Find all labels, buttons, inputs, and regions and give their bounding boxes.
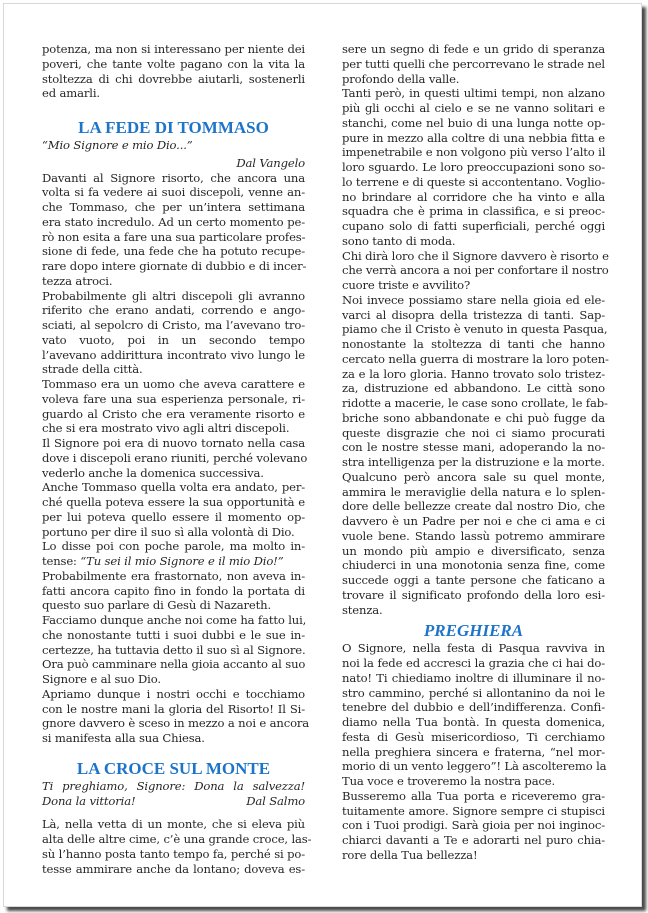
text-line: succede oggi a tante persone che faticano a [342, 573, 605, 587]
paragraph [42, 436, 308, 480]
text-line: varci al disopra della tristezza di tanti. Sap- [342, 307, 605, 322]
text-line: nato! Ti chiediamo inoltre di illuminare il no- [342, 670, 605, 685]
text-line: stanchi, come nel buio di una lunga notte op- [342, 115, 605, 130]
paragraph [42, 377, 305, 436]
text-line: l’avevano addirittura incontrato vivo lungo le [42, 347, 305, 362]
text-line: vuole bene. Stando lassù potremo ammirare [342, 528, 605, 543]
section-title-fede-di-tommaso: LA FEDE DI TOMMASO [78, 118, 269, 137]
epigraph-source: Dal Salmo [246, 793, 305, 808]
text-line: Davanti al Signore risorto, che ancora una [42, 170, 305, 185]
text-line: ed amarli. [42, 86, 100, 101]
text-line: Noi invece possiamo stare nella gioia ed ele- [342, 292, 605, 307]
text-line: davvero è un Padre per noi e che ci ama e ci [342, 514, 605, 528]
text-line: diamo nella Tua bontà. In questa domenica, [342, 715, 605, 729]
paragraph [42, 686, 310, 746]
text-line: ammira le meraviglie della natura e lo splen- [342, 484, 605, 499]
text-line: Tanti però, in questi ultimi tempi, non alzano [342, 86, 605, 101]
text-line: za, distruzione ed abbandono. Le città sono [342, 381, 605, 396]
text-line: noi la fede ed accresci la grazia che ci hai do- [342, 656, 605, 670]
text-line: potenza, ma non si interessano per niente dei [42, 42, 305, 56]
text-line: tenebre del dubbio e dell’indifferenza. Confi- [342, 700, 605, 715]
text-line: stoltezza di chi dovrebbe aiutarli, sostenerli [42, 71, 305, 86]
text-line: dore delle bellezze create dal nostro Dio, che [342, 499, 605, 514]
text-line: stro cammino, perché si allontanino da noi le [342, 685, 605, 700]
text-line: morio di un vento leggero”! Là ascolteremo la [342, 759, 607, 774]
paragraph [342, 248, 609, 293]
text-line: cercato nella guerra di mostrare la loro poten- [342, 351, 609, 366]
left-column [42, 42, 312, 876]
text-line: stra intelligenza per la distruzione e la morte. [342, 455, 605, 469]
text-line: rò non esita a fare una sua particolare profes- [42, 229, 306, 244]
text-line: un mondo più ampio e diversificato, senza [342, 543, 605, 558]
paragraph [42, 539, 305, 569]
text-line: riferito che erano andati, correndo e ango- [42, 303, 305, 318]
text-line: per tutti quelli che percorrevano le strade nel [342, 56, 605, 71]
text-line: Là, nella vetta di un monte, che si eleva più [42, 817, 305, 832]
epigraph: Dona la vittoria! [42, 793, 136, 808]
text-line: strade della città. [42, 362, 143, 377]
text-line: Ora può camminare nella gioia accanto al suo [42, 657, 306, 672]
text-line: vederlo anche la domenica successiva. [42, 465, 264, 480]
paragraph [342, 292, 609, 470]
text-line: tezza atroci. [42, 273, 113, 288]
epigraph-source: Dal Vangelo [236, 155, 305, 170]
text-line: dove i discepoli erano riuniti, perché volevano [42, 450, 308, 465]
text-line: fatti ancora capito fino in fondo la portata di [42, 583, 305, 598]
text-line: più gli occhi al cielo e se ne vanno solitari e [342, 101, 605, 115]
text-line: tuitamente amore. Signore sempre ci stupisci [342, 803, 605, 818]
text-line: squadra che è prima in classifica, e si preoc- [342, 204, 605, 219]
text-line: Qualcuno però ancora sale su quel monte, [342, 469, 605, 484]
text-line: volta si fa vedere ai suoi discepoli, venne an- [42, 185, 305, 200]
text-line: con le nostre stesse mani, adoperando la no- [342, 440, 605, 455]
text-line: ridotte a macerie, le case sono crollate, le fab- [342, 396, 608, 410]
text-line: sciati, al sepolcro di Cristo, ma l’avevano tro- [42, 318, 305, 332]
text-line: cuore triste e avvilito? [342, 278, 471, 292]
paragraph [42, 289, 305, 378]
text-line: nonostante la stoltezza di tanti che hanno [342, 337, 605, 351]
text-line: si manifesta alla sua Chiesa. [42, 731, 205, 745]
text-line: piamo che il Cristo è venuto in questa Pasqua, [342, 322, 608, 337]
text-line: alta delle altre cime, c’è una grande croce, las- [42, 832, 312, 846]
text-line: per lui poteva quello essere il momento op- [42, 509, 305, 524]
text-line: za e la loro gloria. Hanno trovato solo tristez- [342, 366, 605, 381]
text-line: con le nostre mani la gloria del Risorto! Il Si- [42, 701, 305, 716]
text-line: sione di fede, una fede che ha potuto recupe- [42, 244, 305, 259]
text-line: impenetrabile e non volgono più verso l’alto il [342, 145, 606, 160]
text-line: Probabilmente era frastornato, non aveva in- [42, 568, 305, 583]
section-title-preghiera: PREGHIERA [423, 621, 524, 641]
epigraph: “Mio Signore e mio Dio...” [42, 138, 193, 152]
paragraph [42, 613, 305, 687]
text-line [42, 554, 305, 569]
text-line: vato vuoto, poi in un secondo tempo [42, 332, 305, 347]
paragraph [42, 480, 305, 539]
text-line: stenza. [342, 602, 383, 617]
text-line: Tua voce e troveremo la nostra pace. [342, 774, 556, 788]
text-line: con i Tuoi prodigi. Sarà gioia per noi inginoc- [342, 818, 605, 833]
text-line: sere un segno di fede e un grido di speranza [342, 42, 605, 56]
paragraph [42, 569, 305, 613]
text-line: questo suo parlare di Gesù di Nazareth. [42, 598, 271, 613]
text-line: che verrà ancora a noi per confortare il nostro [342, 263, 609, 278]
text-line: certezze, ha tuttavia detto il suo sì al Signore. [42, 642, 306, 657]
text-line: portuno per dire il suo sì alla volontà di Dio. [42, 524, 295, 539]
text-line: sù l’hanno posta tanto tempo fa, perché si po- [42, 846, 305, 861]
text-line: chiuderci in una monotonia senza fine, come [342, 558, 605, 573]
text-line: O Signore, nella festa di Pasqua ravviva in [342, 641, 605, 656]
text-line: Anche Tommaso quella volta era andato, per- [42, 480, 305, 495]
text-line: tesse ammirare anche da lontano; doveva es- [42, 861, 305, 876]
text-line: Apriamo dunque i nostri occhi e tocchiamo [42, 686, 305, 701]
text-line: guardo al Cristo che era veramente risorto e [42, 406, 305, 421]
paragraph [342, 470, 605, 618]
right-column [342, 42, 609, 863]
text-line: Busseremo alla Tua porta e riceveremo gra- [342, 788, 605, 803]
text-line: Probabilmente gli altri discepoli gli avranno [42, 288, 305, 303]
text-line: rare dopo intere giornate di dubbio e di incer- [42, 259, 307, 273]
text-line: no brindare al corridore che ha vinto e alla [342, 189, 605, 204]
text-line: lo terrene e di queste si accontentano. Voglio- [342, 174, 605, 189]
prayer-paragraph [342, 641, 605, 862]
section-title-croce-sul-monte: LA CROCE SUL MONTE [76, 758, 271, 778]
text-line: Il Signore poi era di nuovo tornato nella casa [42, 436, 305, 450]
text-line: trovare il significato profondo della loro esi- [342, 587, 605, 602]
text-line: voleva fare una sua esperienza personale, ri- [42, 391, 305, 406]
text-line: rore della Tua bellezza! [342, 847, 478, 862]
intro-paragraph [42, 42, 305, 101]
text-line: che si era mostrato vivo agli altri discepoli. [42, 421, 290, 436]
text-line: Facciamo dunque anche noi come ha fatto lui, [42, 613, 307, 627]
text-line: queste disgrazie che noi ci siamo procurati [342, 425, 605, 440]
text-line: ché quella poteva essere la sua opportunità e [42, 495, 305, 509]
text-line: nella preghiera sincera e fraterna, “nel mor- [342, 744, 605, 759]
text-line: Signore e al suo Dio. [42, 672, 161, 686]
text-line: chiarci davanti a Te e adorarti nel puro chia- [342, 833, 605, 847]
text-line: che Tommaso, che per un’intera settimana [42, 200, 305, 214]
text-line: briche sono abbandonate e chi può fugge da [342, 410, 605, 425]
text-line: Lo disse poi con poche parole, ma molto in- [42, 539, 305, 554]
text-line: cupano solo di fatti superficiali, perché oggi [342, 219, 605, 233]
text-line: poveri, che tante volte pagano con la vita la [42, 56, 305, 71]
text-line: festa di Gesù misericordioso, Ti cerchiamo [342, 729, 605, 744]
paragraph [42, 171, 305, 289]
paragraph [342, 42, 605, 86]
text-line: gnore davvero è sceso in mezzo a noi e ancora [42, 716, 310, 731]
text-line: sono tanto di moda. [342, 233, 456, 248]
text-line: Tommaso era un uomo che aveva carattere e [42, 377, 305, 391]
text-line: loro sguardo. Le loro preoccupazioni sono so- [342, 160, 605, 174]
paragraph [42, 817, 312, 876]
epigraph-row [42, 794, 305, 809]
text-line: Chi dirà loro che il Signore davvero è risorto e [342, 248, 609, 263]
text-fragment: tense: [42, 554, 81, 568]
epigraph: Ti preghiamo, Signore: Dona la salvezza! [42, 778, 305, 793]
text-line: profondo della valle. [342, 71, 460, 86]
text-line: era stato incredulo. Ad un certo momento pe- [42, 214, 305, 229]
text-line: che nonostante tutti i suoi dubbi e le sue in- [42, 627, 305, 642]
quoted-words: “Tu sei il mio Signore e il mio Dio!” [80, 554, 284, 568]
text-line: pure in mezzo alla coltre di una nebbia fitta e [342, 130, 605, 145]
document-page [3, 3, 642, 907]
paragraph [342, 86, 605, 248]
